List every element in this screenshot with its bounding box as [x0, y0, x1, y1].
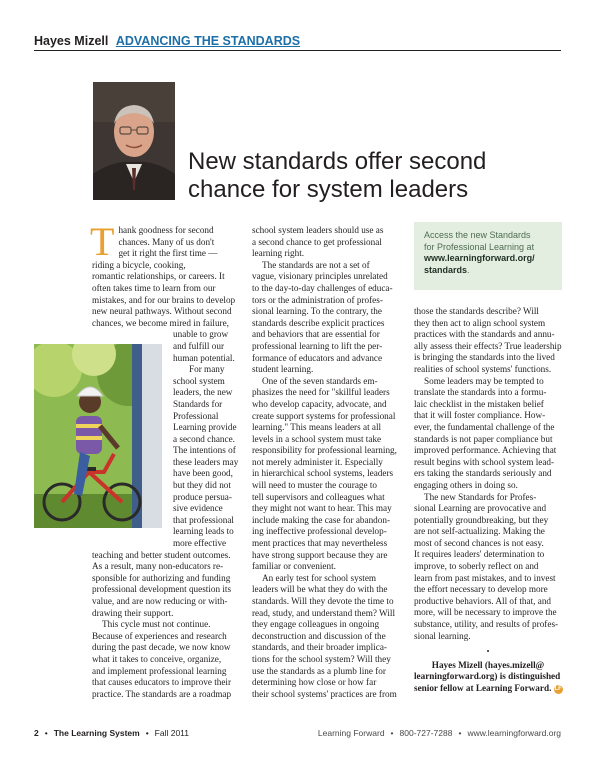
text-line: these leaders may: [173, 456, 239, 467]
text-line: potentially groundbreaking, but they: [414, 514, 549, 525]
section-bullet: •: [486, 647, 490, 657]
text-line: vague, visionary principles unrelated: [252, 271, 388, 282]
text-line: during the past decade, we now know: [92, 642, 231, 653]
text-line: tors or the administration of profes-: [252, 294, 383, 305]
header-author: Hayes Mizell: [34, 34, 109, 48]
text-line: drawing their support.: [92, 607, 174, 618]
text-line: value, and are now reducing or with-: [92, 596, 228, 606]
text-line: have strong support because they are: [252, 549, 388, 560]
text-line: unable to grow: [173, 329, 229, 340]
text-line: determining how close or how far: [252, 677, 377, 688]
text-line: standards describe explicit practices: [252, 317, 385, 328]
text-line: that causes educators to improve their: [92, 677, 232, 688]
journal-name: The Learning System: [53, 728, 140, 738]
sidebar-line-1: Access the new Standards: [424, 230, 531, 240]
text-line: is bringing the standards into the lived: [414, 352, 555, 363]
text-line: ally assess their effects? True leadership: [414, 340, 562, 351]
text-line: learning." This means leaders at all: [252, 422, 382, 433]
text-line: It requires leaders' determination to: [414, 549, 545, 560]
text-line: a second chance to get professional: [252, 236, 382, 247]
paragraph-groundbreaking: [414, 492, 562, 643]
text-line: The intentions of: [173, 445, 236, 456]
text-line: ment practices that may nevertheless: [252, 538, 388, 549]
text-line: a second chance.: [173, 433, 235, 444]
text-line: are not self-actualizing. Making the: [414, 526, 545, 537]
text-line: realities of school systems' functions.: [414, 363, 552, 374]
text-line: deconstruction and discussion of the: [252, 630, 386, 641]
text-line: professional development question its: [92, 584, 232, 595]
text-line: what it takes to conceive, organize,: [92, 653, 222, 664]
text-line: improve, to soberly reflect on and: [414, 561, 539, 572]
text-line: laic checklist in the mistaken belief: [414, 398, 544, 409]
child-on-bicycle-photo: [34, 344, 162, 528]
text-line: include making the case for abandon-: [252, 514, 391, 525]
text-line: familiar or convenient.: [252, 561, 336, 572]
text-line: responsibility for professional learning,: [252, 445, 397, 456]
article-column-3: [414, 306, 562, 695]
text-line: to the day-to-day challenges of educa-: [252, 282, 393, 293]
text-line: tell supervisors and colleagues what: [252, 491, 385, 502]
text-line: most of second chances is not easy.: [414, 537, 544, 548]
text-line: phasizes the need for "skillful leaders: [252, 387, 390, 398]
text-line: create support systems for professional: [252, 410, 396, 421]
text-line: the effort necessary to develop more: [414, 584, 548, 595]
text-line: leaders will be what they do with the: [252, 584, 388, 595]
footer-separator: •: [390, 728, 394, 738]
text-line: standards, and their broader implica-: [252, 642, 387, 653]
text-line: and implement professional learning: [92, 665, 227, 676]
text-line: learn from past mistakes, and to invest: [414, 572, 556, 583]
text-line: engaging others in doing so.: [414, 479, 518, 490]
footer-website-link[interactable]: www.learningforward.org: [467, 728, 561, 738]
text-line: have been good,: [173, 468, 233, 479]
text-line: productive behaviors. All of that, and: [414, 595, 552, 606]
text-line: translate the standards into a formu-: [414, 387, 547, 398]
paragraph-roadmap: [252, 225, 402, 260]
text-line: senior fellow at Learning Forward.: [414, 683, 552, 693]
text-line: standards is not paper compliance but: [414, 433, 553, 444]
text-line: chances. Many of us don't: [118, 236, 215, 247]
header-section-link[interactable]: ADVANCING THE STANDARDS: [115, 34, 301, 48]
page-number: 2: [34, 728, 39, 738]
sidebar-period: .: [467, 264, 470, 275]
text-line: The standards are not a set of: [262, 259, 370, 270]
text-line: teaching and better student outcomes.: [92, 549, 231, 560]
author-bio: [414, 660, 562, 695]
text-line: learning leads to: [173, 526, 234, 537]
text-line: read, study, and understand them? Will: [252, 607, 396, 618]
headline-line-1: New standards offer second: [188, 148, 487, 175]
text-line: sponsible for authorizing and funding: [92, 572, 231, 583]
text-line: school system leaders should use as: [252, 225, 384, 235]
standards-sidebar-box: [414, 222, 562, 290]
page-footer: [34, 728, 561, 738]
text-line: and behaviors that are essential for: [252, 329, 380, 340]
text-line: substance, utility, and results of profes-: [414, 619, 559, 630]
text-line: result begins with school system lead-: [414, 456, 555, 467]
article-headline: [188, 148, 528, 204]
text-line: improved performance. Achieving that: [414, 445, 557, 456]
drop-cap: T: [90, 219, 115, 264]
text-line: their school systems' practices are from: [252, 688, 397, 699]
text-line: romantic relationships, or careers. It: [92, 271, 225, 282]
text-line: sive evidence: [173, 503, 223, 514]
footer-separator: •: [458, 728, 462, 738]
text-line: ever, the fundamental challenge of the: [414, 421, 555, 432]
text-line: mistakes, and for our brains to develop: [92, 294, 236, 305]
text-line: new neural pathways. Without second: [92, 306, 232, 317]
text-line: standards. Will they devote the time to: [252, 596, 394, 606]
text-line: tions for the school system? Will they: [252, 653, 391, 664]
paragraph-align: [414, 306, 562, 376]
text-line: they might not want to hear. This may: [252, 503, 392, 514]
text-line: ing ineffective professional develop-: [252, 526, 387, 537]
text-line: often takes time to learn from our: [92, 282, 216, 293]
text-line: use the standards as a plumb line for: [252, 665, 386, 676]
text-line: produce persua-: [173, 491, 232, 502]
text-line: This cycle must not continue.: [102, 619, 211, 630]
text-line: One of the seven standards em-: [262, 375, 378, 386]
text-line: learningforward.org) is distinguished: [414, 671, 561, 682]
footer-phone: 800-727-7288: [399, 728, 453, 738]
standards-url-link-part-2[interactable]: standards: [424, 264, 468, 275]
text-line: The new Standards for Profes-: [424, 491, 537, 502]
text-line: learning right.: [252, 248, 305, 259]
text-line: levels in a school system must take: [252, 433, 382, 444]
footer-separator: •: [44, 728, 48, 738]
learning-forward-end-icon: LF: [554, 686, 562, 692]
text-line: get it right the first time —: [118, 248, 218, 259]
text-line: human potential.: [173, 352, 235, 363]
text-line: Professional: [173, 410, 219, 421]
text-line: Hayes Mizell (hayes.mizell@: [431, 659, 545, 670]
text-line: Learning provide: [173, 422, 237, 433]
paragraph-checklist: [414, 376, 562, 492]
standards-url-link-part-1[interactable]: www.learningforward.org/: [424, 253, 535, 263]
author-portrait-photo: [93, 82, 175, 200]
paragraph-early-test: [252, 573, 402, 701]
text-line: professional learning to lift the per-: [252, 340, 383, 351]
text-line: formance of educators and advance: [252, 352, 383, 363]
issue-date: Fall 2011: [154, 728, 190, 738]
text-line: hank goodness for second: [118, 225, 214, 235]
text-line: that it will foster compliance. How-: [414, 410, 546, 421]
headline-line-2: chance for system leaders: [188, 176, 469, 203]
text-line: who develop capacity, advocate, and: [252, 398, 387, 409]
text-line: they then act to align school system: [414, 317, 546, 328]
text-line: student learning.: [252, 364, 314, 375]
text-line: riding a bicycle, cooking,: [92, 259, 186, 270]
paragraph-not-vague: [252, 260, 402, 376]
text-line: more, will be necessary to improve the: [414, 607, 557, 618]
paragraph-skillful-leaders: [252, 376, 402, 573]
text-line: practices with the standards and annu-: [414, 329, 555, 340]
text-line: more effective: [173, 538, 227, 549]
text-line: practice. The standards are a roadmap: [92, 688, 232, 699]
sidebar-line-2: for Professional Learning at: [424, 241, 535, 252]
text-line: sional Learning are provocative and: [414, 503, 547, 514]
text-line: that professional: [173, 514, 234, 525]
text-line: they engage colleagues in ongoing: [252, 619, 380, 630]
article-column-2: [252, 225, 402, 700]
text-line: Some leaders may be tempted to: [424, 375, 544, 386]
text-line: sional learning. To the contrary, the: [252, 306, 382, 317]
text-line: For many: [189, 364, 225, 375]
text-line: An early test for school system: [262, 572, 377, 583]
text-line: those the standards describe? Will: [414, 306, 539, 316]
text-line: As a result, many non-educators re-: [92, 561, 224, 572]
text-line: leaders, the new: [173, 387, 233, 398]
running-header: [34, 34, 561, 51]
footer-org: Learning Forward: [317, 728, 385, 738]
text-line: Standards for: [173, 398, 223, 409]
text-line: but they did not: [173, 480, 231, 491]
text-line: chances, we become mired in failure,: [92, 317, 229, 328]
text-line: in hierarchical school systems, leaders: [252, 468, 394, 479]
text-line: not merely administer it. Especially: [252, 456, 383, 467]
footer-separator: •: [145, 728, 149, 738]
text-line: school system: [173, 375, 225, 386]
text-line: will need to muster the courage to: [252, 480, 378, 491]
text-line: ers taking the standards seriously and: [414, 468, 552, 479]
paragraph-cycle: [92, 619, 247, 700]
text-line: Because of experiences and research: [92, 630, 227, 641]
text-line: and fulfill our: [173, 340, 225, 351]
text-line: sional learning.: [414, 630, 471, 641]
